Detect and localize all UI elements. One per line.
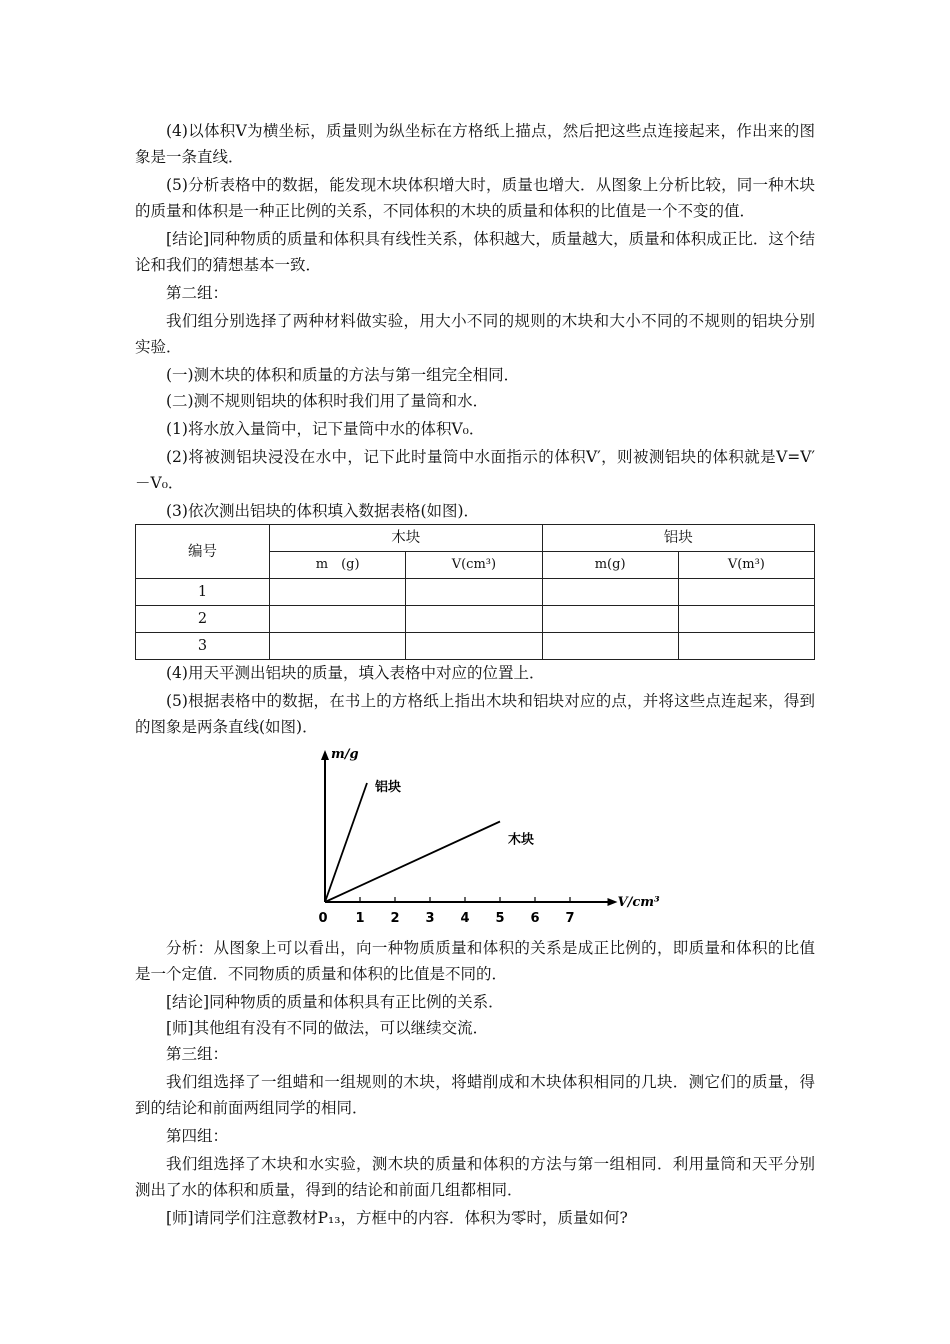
chart-svg <box>305 744 660 929</box>
paragraph: 第四组： <box>166 1127 229 1145</box>
x-tick-label: 2 <box>390 911 400 926</box>
table-row <box>136 606 815 633</box>
table-cell-number: 3 <box>136 633 270 660</box>
paragraph: 分析：从图象上可以看出，向一种物质质量和体积的关系是成正比例的，即质量和体积的比值是一个定值．不同物质的质量和体积的比值是不同的． <box>135 939 815 983</box>
table-cell <box>678 579 814 606</box>
paragraph: (1)将水放入量筒中，记下量筒中水的体积V₀． <box>166 420 485 438</box>
table-cell <box>678 633 814 660</box>
data-table <box>135 524 815 660</box>
x-tick-label: 7 <box>565 911 575 926</box>
x-axis-arrow <box>608 898 618 906</box>
table-cell <box>542 633 678 660</box>
paragraph: (5)根据表格中的数据，在书上的方格纸上指出木块和铝块对应的点，并将这些点连起来，得到的图象是两条直线(如图)． <box>135 692 815 736</box>
paragraph: 第三组： <box>166 1045 229 1063</box>
paragraph: (一)测木块的体积和质量的方法与第一组完全相同． <box>166 366 520 384</box>
table-header-number: 编号 <box>136 525 270 579</box>
paragraph: 我们组选择了一组蜡和一组规则的木块，将蜡削成和木块体积相同的几块．测它们的质量，得到的结论和前面两组同学的相同． <box>135 1073 815 1117</box>
table-cell <box>270 633 406 660</box>
x-tick-label: 1 <box>355 911 365 926</box>
document-page <box>135 118 815 1231</box>
table-header-wood: 木块 <box>270 525 542 552</box>
table-subheader: m(g) <box>542 552 678 579</box>
x-tick-label: 4 <box>460 911 470 926</box>
table-subheader: V(cm³) <box>406 552 542 579</box>
paragraph: 我们组分别选择了两种材料做实验，用大小不同的规则的木块和大小不同的不规则的铝块分别实验． <box>135 312 815 356</box>
table-header-aluminum: 铝块 <box>542 525 814 552</box>
paragraph: 第二组： <box>166 284 229 302</box>
paragraph: (2)将被测铝块浸没在水中，记下此时量筒中水面指示的体积V′，则被测铝块的体积就是V=V′－V₀． <box>135 448 815 492</box>
paragraph: (二)测不规则铝块的体积时我们用了量筒和水． <box>166 392 489 410</box>
x-tick-label: 6 <box>530 911 540 926</box>
series-line <box>325 822 500 903</box>
table-row <box>136 579 815 606</box>
table-cell <box>542 579 678 606</box>
table-cell <box>270 579 406 606</box>
table-row <box>136 633 815 660</box>
table-cell <box>678 606 814 633</box>
mass-volume-chart <box>135 744 815 929</box>
paragraph: (4)以体积V为横坐标，质量则为纵坐标在方格纸上描点，然后把这些点连接起来，作出来的图象是一条直线． <box>135 122 815 166</box>
paragraph: [结论]同种物质的质量和体积具有正比例的关系． <box>166 993 504 1011</box>
x-tick-label: 5 <box>495 911 505 926</box>
table-cell <box>270 606 406 633</box>
series-label: 铝块 <box>375 780 402 795</box>
series-label: 木块 <box>508 832 535 848</box>
x-tick-label: 3 <box>425 911 435 926</box>
table-cell-number: 1 <box>136 579 270 606</box>
y-axis-label: m/g <box>331 747 359 762</box>
table-cell <box>406 579 542 606</box>
table-cell <box>542 606 678 633</box>
x-tick-label: 0 <box>318 911 328 926</box>
paragraph: [师]其他组有没有不同的做法，可以继续交流． <box>166 1019 489 1037</box>
paragraph: [师]请同学们注意教材P₁₃，方框中的内容．体积为零时，质量如何? <box>166 1209 628 1227</box>
y-axis-arrow <box>321 750 329 760</box>
paragraph: (5)分析表格中的数据，能发现木块体积增大时，质量也增大．从图象上分析比较，同一种木块的质量和体积是一种正比例的关系，不同体积的木块的质量和体积的比值是一个不变的值． <box>135 176 815 220</box>
paragraph: 我们组选择了木块和水实验，测木块的质量和体积的方法与第一组相同．利用量筒和天平分别测出了水的体积和质量，得到的结论和前面几组都相同． <box>135 1155 815 1199</box>
paragraph: (3)依次测出铝块的体积填入数据表格(如图)． <box>166 502 480 520</box>
paragraph: (4)用天平测出铝块的质量，填入表格中对应的位置上． <box>166 664 545 682</box>
table-cell <box>406 606 542 633</box>
table-cell-number: 2 <box>136 606 270 633</box>
table-cell <box>406 633 542 660</box>
paragraph: [结论]同种物质的质量和体积具有线性关系，体积越大，质量越大，质量和体积成正比．这个结论和我们的猜想基本一致． <box>135 230 815 274</box>
table-subheader: V(m³) <box>678 552 814 579</box>
series-line <box>325 783 367 902</box>
x-axis-label: V/cm³ <box>617 895 660 910</box>
table-subheader: m (g) <box>270 552 406 579</box>
